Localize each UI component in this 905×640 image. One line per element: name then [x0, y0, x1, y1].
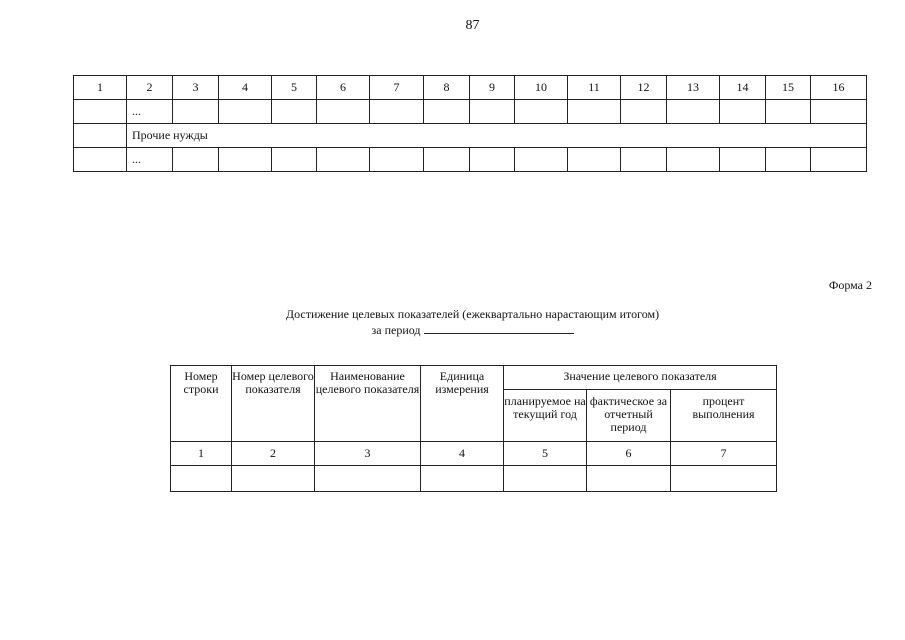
- column-number: 3: [315, 442, 421, 466]
- column-number: 1: [74, 76, 127, 100]
- table-cell: [317, 148, 370, 172]
- column-number: 8: [424, 76, 470, 100]
- table-cell: [720, 100, 766, 124]
- table-cell: [272, 100, 317, 124]
- column-number: 6: [587, 442, 671, 466]
- table-cell: [370, 100, 424, 124]
- column-number: 7: [370, 76, 424, 100]
- table-cell: [421, 466, 504, 492]
- column-number: 2: [232, 442, 315, 466]
- header-unit: Единица измерения: [421, 366, 504, 442]
- column-number: 7: [671, 442, 777, 466]
- table-cell: [766, 148, 811, 172]
- table-cell: [504, 466, 587, 492]
- table-header-row: [74, 76, 867, 100]
- table-cell: [219, 148, 272, 172]
- column-number: 10: [515, 76, 568, 100]
- table-row: [74, 148, 867, 172]
- table-cell: [171, 466, 232, 492]
- header-value-group: Значение целевого показателя: [504, 366, 777, 390]
- table-cell: [587, 466, 671, 492]
- form-title-line2: [0, 322, 905, 338]
- form-label: Форма 2: [828, 278, 872, 292]
- column-number: 11: [568, 76, 621, 100]
- table-cell: [568, 148, 621, 172]
- table-row: [74, 124, 867, 148]
- column-number: 9: [470, 76, 515, 100]
- header-target-name: Наименование целевого показателя: [315, 366, 421, 442]
- form-title-line1: Достижение целевых показателей (ежеквартально нарастающим итогом): [285, 307, 660, 321]
- header-target-number: Номер целевого показателя: [232, 366, 315, 442]
- table-header-row: [171, 366, 777, 390]
- table-cell: [667, 148, 720, 172]
- table-row: [74, 100, 867, 124]
- expenses-table: [73, 75, 867, 172]
- table-cell: [232, 466, 315, 492]
- table-row: [171, 466, 777, 492]
- column-number: 3: [173, 76, 219, 100]
- header-row-number: Номер строки: [171, 366, 232, 442]
- column-number: 5: [504, 442, 587, 466]
- header-planned: планируемое на текущий год: [504, 390, 587, 442]
- table-cell: [671, 466, 777, 492]
- ellipsis-cell: ...: [127, 100, 173, 124]
- table-cell: [811, 100, 867, 124]
- table-cell: [515, 148, 568, 172]
- column-number: 5: [272, 76, 317, 100]
- table-cell: [173, 148, 219, 172]
- table-cell: [424, 100, 470, 124]
- table-cell: [74, 148, 127, 172]
- period-blank-line: [424, 322, 574, 334]
- table-cell: [370, 148, 424, 172]
- table-cell: [315, 466, 421, 492]
- table-cell: [272, 148, 317, 172]
- column-number: 16: [811, 76, 867, 100]
- table-cell: [621, 148, 667, 172]
- column-number: 15: [766, 76, 811, 100]
- table-cell: [811, 148, 867, 172]
- form-title: [0, 307, 905, 338]
- table-cell: [621, 100, 667, 124]
- column-numbers-row: [171, 442, 777, 466]
- period-label: за период: [371, 323, 421, 337]
- column-number: 6: [317, 76, 370, 100]
- page-number: 87: [465, 18, 480, 33]
- column-number: 4: [219, 76, 272, 100]
- column-number: 14: [720, 76, 766, 100]
- column-number: 2: [127, 76, 173, 100]
- header-actual: фактическое за отчетный период: [587, 390, 671, 442]
- table-cell: [74, 100, 127, 124]
- table-cell: [470, 148, 515, 172]
- target-indicators-table: [170, 365, 777, 492]
- table-cell: [470, 100, 515, 124]
- column-number: 12: [621, 76, 667, 100]
- header-percent: процент выполнения: [671, 390, 777, 442]
- table-cell: [720, 148, 766, 172]
- table-cell: [766, 100, 811, 124]
- column-number: 1: [171, 442, 232, 466]
- table-cell: [568, 100, 621, 124]
- ellipsis-cell: ...: [127, 148, 173, 172]
- table-cell: [173, 100, 219, 124]
- table-cell: [667, 100, 720, 124]
- table-cell: [317, 100, 370, 124]
- section-label: Прочие нужды: [127, 124, 867, 148]
- table-cell: [424, 148, 470, 172]
- column-number: 13: [667, 76, 720, 100]
- table-cell: [515, 100, 568, 124]
- table-cell: [74, 124, 127, 148]
- table-cell: [219, 100, 272, 124]
- column-number: 4: [421, 442, 504, 466]
